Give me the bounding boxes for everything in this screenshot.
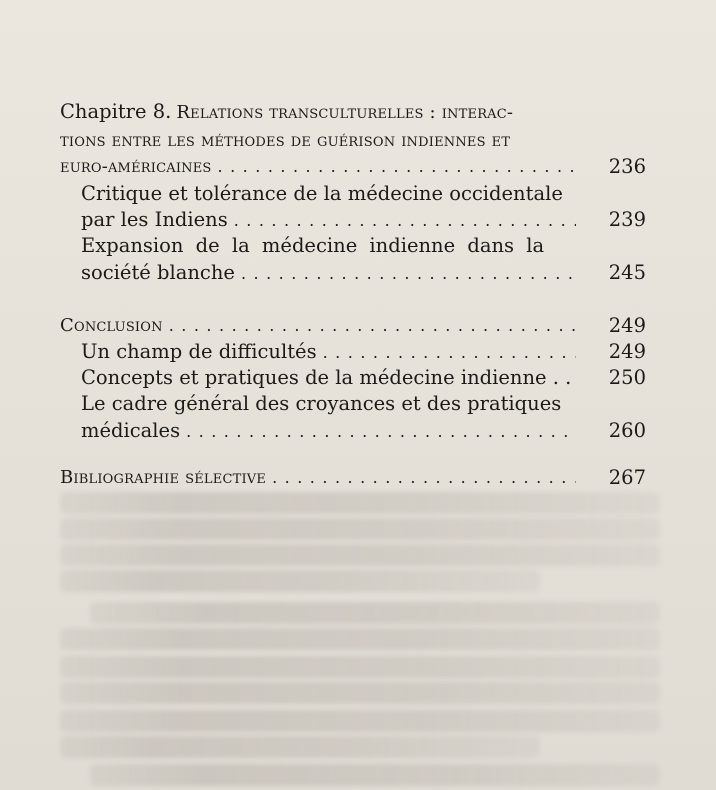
leader-dots bbox=[272, 464, 576, 492]
bibliography-title: Bibliographie sélective bbox=[60, 467, 267, 488]
section-title-line-1: Critique et tolérance de la médecine occidentale bbox=[81, 182, 563, 205]
conclusion-page-number: 249 bbox=[608, 314, 646, 337]
bibliography-page-number: 267 bbox=[608, 466, 646, 489]
leader-dots bbox=[169, 312, 576, 340]
section-entry[interactable] bbox=[81, 259, 580, 287]
chapter-title-line-2: tions entre les méthodes de guérison indiennes et bbox=[60, 130, 511, 151]
conclusion-item[interactable] bbox=[81, 364, 580, 392]
conclusion-item-label: Concepts et pratiques de la médecine indienne . . bbox=[81, 366, 572, 389]
conclusion-entry[interactable] bbox=[60, 312, 580, 340]
conclusion-item-page-number: 250 bbox=[608, 366, 646, 389]
section-title-line-1: Expansion de la médecine indienne dans la bbox=[81, 234, 545, 257]
chapter-number: Chapitre 8. bbox=[60, 100, 172, 123]
conclusion-item-page-number: 249 bbox=[608, 340, 646, 363]
leader-dots bbox=[218, 153, 576, 181]
section-page-number: 245 bbox=[608, 261, 646, 284]
conclusion-item[interactable] bbox=[81, 417, 580, 445]
conclusion-item[interactable] bbox=[81, 338, 580, 366]
conclusion-item-line-1: Le cadre général des croyances et des pratiques bbox=[81, 392, 562, 415]
section-page-number: 239 bbox=[608, 208, 646, 231]
leader-dots bbox=[234, 207, 576, 235]
leader-dots bbox=[186, 418, 576, 446]
conclusion-item-page-number: 260 bbox=[608, 419, 646, 442]
chapter-title-text: Relations transculturelles : interac- bbox=[176, 102, 514, 123]
conclusion-item-label: médicales bbox=[81, 419, 181, 442]
section-title-line-2: société blanche bbox=[81, 261, 235, 284]
chapter-title-line-1 bbox=[60, 98, 590, 126]
conclusion-title: Conclusion bbox=[60, 315, 163, 336]
leader-dots bbox=[241, 260, 576, 288]
conclusion-item-label: Un champ de difficultés bbox=[81, 340, 317, 363]
chapter-page-number: 236 bbox=[608, 155, 646, 178]
section-entry[interactable] bbox=[81, 206, 580, 234]
chapter-title-end: euro-américaines bbox=[60, 156, 212, 177]
section-title-line-2: par les Indiens bbox=[81, 208, 228, 231]
bibliography-entry[interactable] bbox=[60, 464, 580, 492]
chapter-title-line-3[interactable] bbox=[60, 153, 580, 181]
leader-dots bbox=[323, 339, 576, 367]
